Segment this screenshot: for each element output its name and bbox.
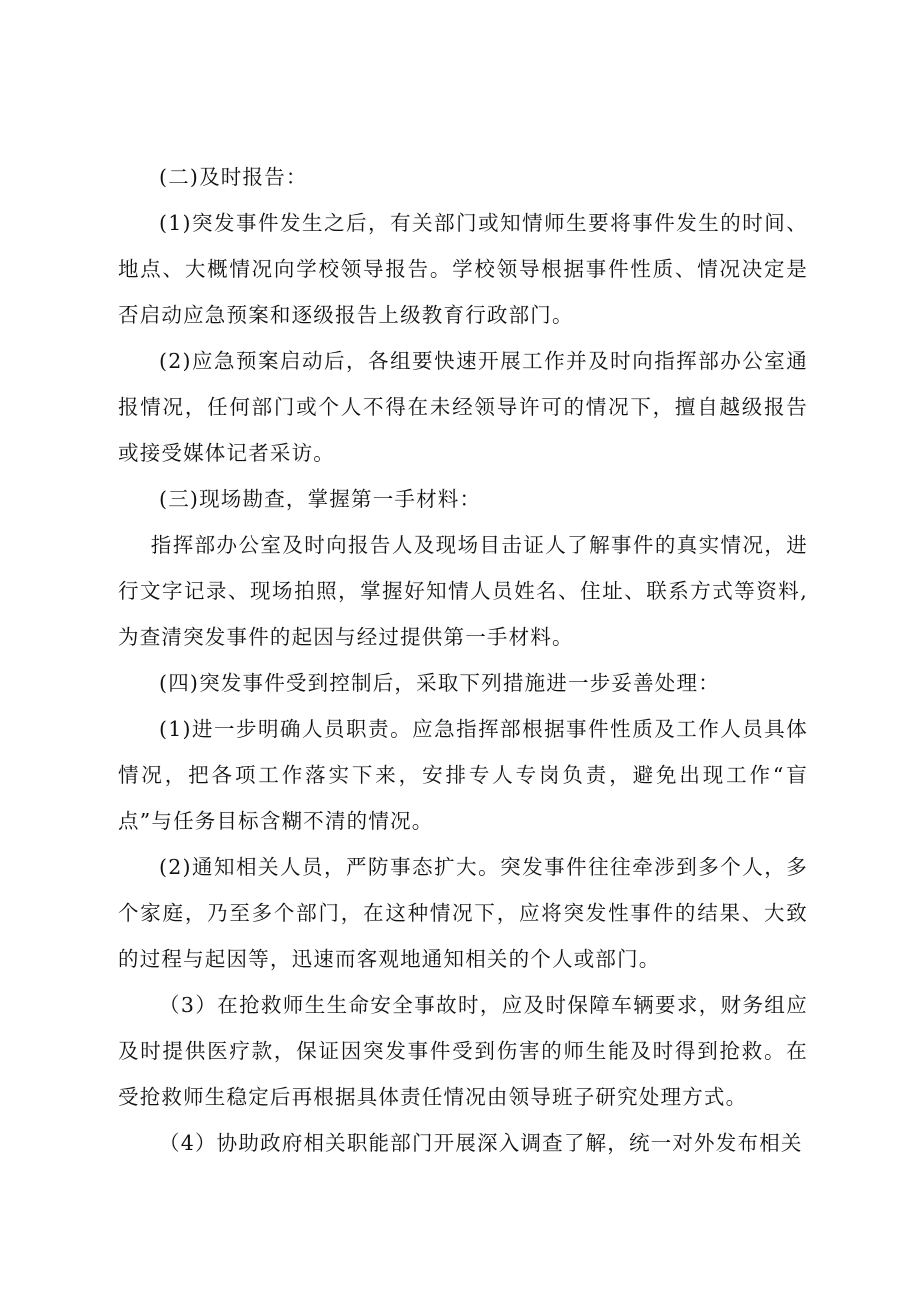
paragraph-site-survey: 指挥部办公室及时向报告人及现场目击证人了解事件的真实情况，进行文字记录、现场拍照，掌握好知情人员姓名、住址、联系方式等资料,为查清突发事件的起因与经过提供第一手材料。 (118, 533, 808, 649)
paragraph-control-2: (2)通知相关人员，严防事态扩大。突发事件往往牵涉到多个人，多个家庭，乃至多个部门，在这种情况下，应将突发性事件的结果、大致的过程与起因等，迅速而客观地通知相关的个人或部门。 (118, 855, 808, 971)
heading-timely-report: (二)及时报告： (159, 165, 308, 189)
heading-after-control: (四)突发事件受到控制后，采取下列措施进一步妥善处理： (159, 671, 720, 695)
paragraph-report-2: (2)应急预案启动后，各组要快速开展工作并及时向指挥部办公室通报情况，任何部门或个人不得在未经领导许可的情况下，擅自越级报告或接受媒体记者采访。 (118, 349, 808, 465)
paragraph-report-1: (1)突发事件发生之后，有关部门或知情师生要将事件发生的时间、地点、大概情况向学校领导报告。学校领导根据事件性质、情况决定是否启动应急预案和逐级报告上级教育行政部门。 (118, 211, 808, 327)
heading-site-survey: (三)现场勘查，掌握第一手材料： (159, 487, 482, 511)
paragraph-control-4: （4）协助政府相关职能部门开展深入调查了解，统一对外发布相关 (159, 1131, 803, 1155)
paragraph-control-3: （3）在抢救师生生命安全事故时，应及时保障车辆要求，财务组应及时提供医疗款，保证因突发事件受到伤害的师生能及时得到抢救。在受抢救师生稳定后再根据具体责任情况由领导班子研究处理方式。 (118, 993, 808, 1109)
paragraph-control-1: (1)进一步明确人员职责。应急指挥部根据事件性质及工作人员具体情况，把各项工作落实下来，安排专人专岗负责，避免出现工作“盲点”与任务目标含糊不清的情况。 (118, 717, 808, 833)
